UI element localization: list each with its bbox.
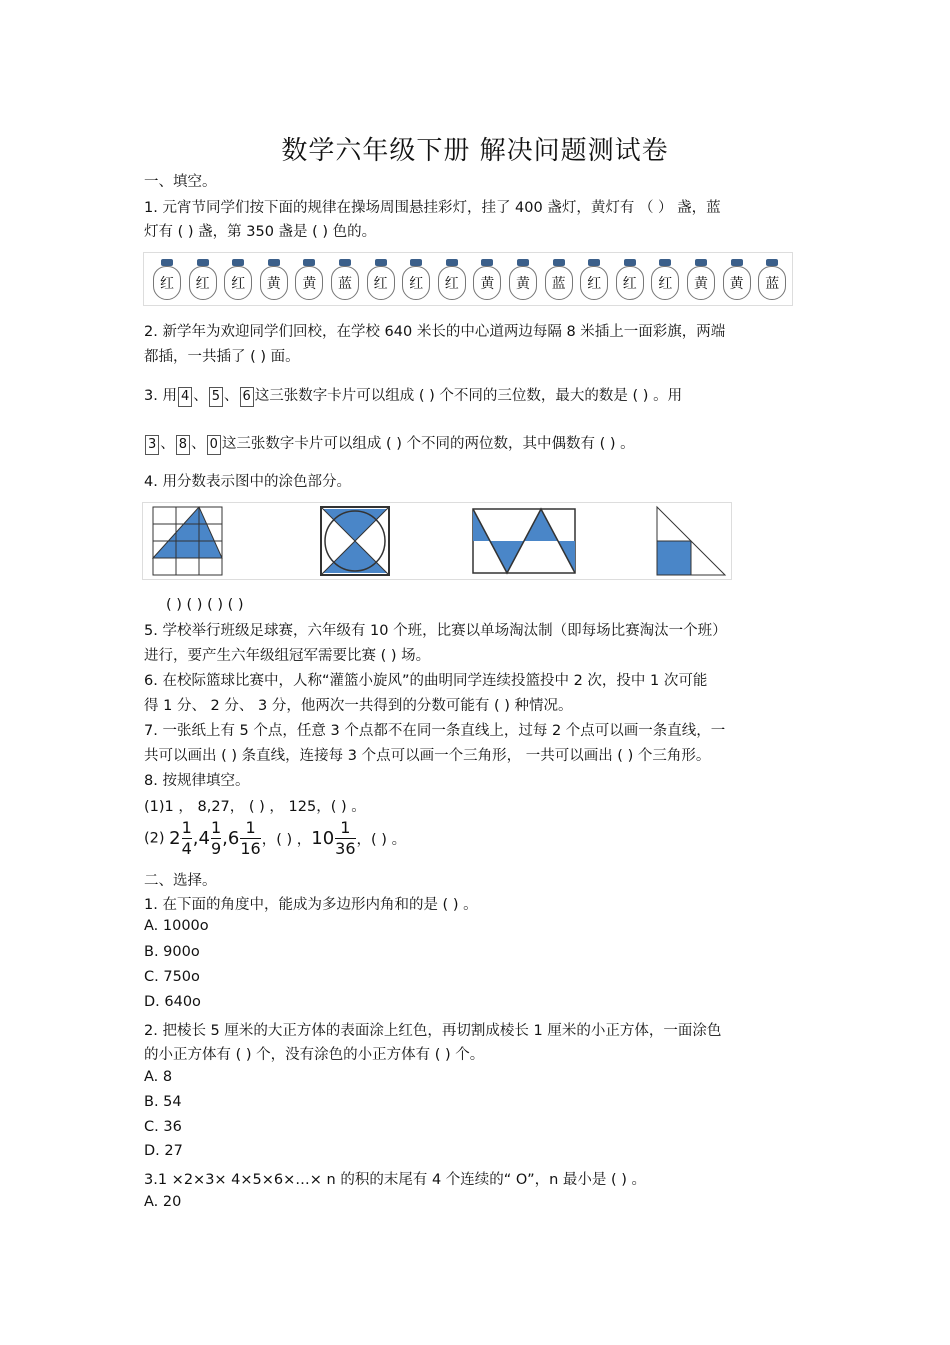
q8-sub2-label: (2) xyxy=(144,830,165,847)
lantern-cap xyxy=(446,259,458,266)
lantern-icon xyxy=(366,259,396,301)
q8-sub1: (1)1 ， 8,27， ( ) ， 125，( ) 。 xyxy=(144,799,366,815)
q6-line1: 6. 在校际篮球比赛中，人称“灌篮小旋风”的曲明同学连续投篮投中 2 次，投中 1 次可能 xyxy=(144,673,708,689)
lantern-cap xyxy=(303,259,315,266)
digit-card: 6 xyxy=(240,387,254,407)
lantern-icon xyxy=(508,259,538,301)
lantern-label: 红 xyxy=(409,276,424,292)
q1-line2: 灯有 ( ) 盏，第 350 盏是 ( ) 色的。 xyxy=(144,224,377,240)
separator: 、 xyxy=(193,388,208,404)
lantern-label: 黄 xyxy=(480,276,495,292)
lantern-label: 红 xyxy=(195,276,210,292)
lantern-icon xyxy=(223,259,253,301)
q7-line1: 7. 一张纸上有 5 个点，任意 3 个点都不在同一条直线上，过每 2 个点可以画一条直线，一 xyxy=(144,723,726,739)
q8-sub2 xyxy=(144,818,406,859)
numerator: 1 xyxy=(210,818,222,837)
figure-zigzag xyxy=(473,509,575,573)
lantern-icon xyxy=(437,259,467,301)
q6-line2: 得 1 分、 2 分、 3 分，他两次一共得到的分数可能有 ( ) 种情况。 xyxy=(144,698,573,714)
lantern-icon xyxy=(259,259,289,301)
numerator: 1 xyxy=(240,818,260,839)
lantern-icon xyxy=(472,259,502,301)
lantern-cap xyxy=(517,259,529,266)
lantern-label: 红 xyxy=(160,276,174,292)
lantern-icon xyxy=(722,259,752,301)
lantern-cap xyxy=(588,259,600,266)
digit-card: 4 xyxy=(178,387,192,407)
q5-line2: 进行，要产生六年级组冠军需要比赛 ( ) 场。 xyxy=(144,648,431,664)
numerator: 1 xyxy=(335,818,355,839)
c2-option-c: C. 36 xyxy=(144,1119,182,1135)
c3-option-a: A. 20 xyxy=(144,1194,182,1210)
q2-line2: 都插，一共插了 ( ) 面。 xyxy=(144,349,300,365)
lantern-icon xyxy=(152,259,182,301)
lantern-icon xyxy=(650,259,680,301)
digit-card: 8 xyxy=(176,435,190,455)
lantern-cap xyxy=(197,259,209,266)
c1-option-b: B. 900o xyxy=(144,944,200,960)
lantern-cap xyxy=(731,259,743,266)
lantern-label: 红 xyxy=(444,276,459,292)
q1-line1: 1. 元宵节同学们按下面的规律在操场周围悬挂彩灯，挂了 400 盏灯，黄灯有 （ ） 盏，蓝 xyxy=(144,200,721,216)
digit-card: 3 xyxy=(145,435,159,455)
separator: 、 xyxy=(224,388,239,404)
c2-option-a: A. 8 xyxy=(144,1069,173,1085)
lantern-icon xyxy=(579,259,609,301)
c2-option-d: D. 27 xyxy=(144,1143,183,1159)
q3-text1: 这三张数字卡片可以组成 ( ) 个不同的三位数，最大的数是 ( ) 。用 xyxy=(254,388,683,404)
fraction xyxy=(182,818,192,859)
q4-line: 4. 用分数表示图中的涂色部分。 xyxy=(144,474,351,490)
lantern-icon xyxy=(615,259,645,301)
c2-option-b: B. 54 xyxy=(144,1094,182,1110)
q3-line1 xyxy=(144,384,682,407)
page-title: 数学六年级下册 解决问题测试卷 xyxy=(281,136,669,166)
lantern-cap xyxy=(695,259,707,266)
mixed-whole: ,6 xyxy=(222,828,240,849)
lantern-label: 红 xyxy=(373,276,388,292)
q4-answer-blanks: ( ) ( ) ( ) ( ) xyxy=(166,597,244,613)
denominator: 4 xyxy=(181,839,192,858)
lantern-label: 红 xyxy=(587,276,602,292)
c1-option-a: A. 1000o xyxy=(144,918,209,934)
digit-card: 5 xyxy=(209,387,223,407)
lantern-label: 红 xyxy=(658,276,673,292)
fraction xyxy=(211,818,221,859)
digit-card: 0 xyxy=(207,435,221,455)
lantern-cap xyxy=(410,259,422,266)
section-choice-heading: 二、选择。 xyxy=(144,873,217,889)
fraction xyxy=(240,818,260,859)
q5-line1: 5. 学校举行班级足球赛，六年级有 10 个班，比赛以单场淘汰制（即每场比赛淘汰一个班） xyxy=(144,623,727,639)
mixed-whole: 2 xyxy=(169,828,181,849)
q8-line: 8. 按规律填空。 xyxy=(144,773,250,789)
lantern-icon xyxy=(294,259,324,301)
q2-line1: 2. 新学年为欢迎同学们回校，在学校 640 米长的中心道两边每隔 8 米插上一面彩旗，两端 xyxy=(144,324,726,340)
lantern-label: 黄 xyxy=(729,276,744,292)
lantern-cap xyxy=(339,259,351,266)
denominator: 9 xyxy=(210,839,222,858)
lantern-cap xyxy=(375,259,387,266)
lantern-cap xyxy=(553,259,565,266)
lantern-cap xyxy=(766,259,778,266)
lantern-label: 黄 xyxy=(516,276,530,292)
figure-circle-square xyxy=(321,507,389,575)
denominator: 16 xyxy=(240,839,261,858)
lantern-cap xyxy=(481,259,493,266)
q3-text2: 这三张数字卡片可以组成 ( ) 个不同的两位数，其中偶数有 ( ) 。 xyxy=(221,436,635,452)
c3-line: 3.1 ×2×3× 4×5×6×…× n 的积的末尾有 4 个连续的“ O”，n 最小是 ( ) 。 xyxy=(144,1172,647,1188)
mixed-whole: ,4 xyxy=(192,828,210,849)
lantern-icon xyxy=(544,259,574,301)
lantern-cap xyxy=(161,259,173,266)
shaded-figures xyxy=(142,502,732,580)
mixed-whole: 10 xyxy=(311,828,335,849)
lantern-label: 黄 xyxy=(302,276,317,292)
c1-option-d: D. 640o xyxy=(144,994,201,1010)
q8-sub2-mid: ，( ) ， xyxy=(261,832,312,848)
section-fill-heading: 一、填空。 xyxy=(144,174,217,190)
c2-line1: 2. 把棱长 5 厘米的大正方体的表面涂上红色，再切割成棱长 1 厘米的小正方体，一面涂色 xyxy=(144,1023,722,1039)
lantern-label: 蓝 xyxy=(338,276,352,292)
separator: 、 xyxy=(160,436,175,452)
lantern-row xyxy=(143,252,793,306)
lantern-label: 红 xyxy=(622,276,637,292)
c1-line: 1. 在下面的角度中，能成为多边形内角和的是 ( ) 。 xyxy=(144,897,478,913)
lantern-icon xyxy=(757,259,787,301)
lantern-cap xyxy=(624,259,636,266)
q3-prefix: 3. 用 xyxy=(144,388,177,404)
figures-svg xyxy=(143,503,731,579)
q7-line2: 共可以画出 ( ) 条直线，连接每 3 个点可以画一个三角形， 一共可以画出 ( ) 个三角形。 xyxy=(144,748,711,764)
lantern-cap xyxy=(268,259,280,266)
lantern-label: 黄 xyxy=(266,276,281,292)
fraction xyxy=(335,818,355,859)
lantern-icon xyxy=(330,259,360,301)
c2-line2: 的小正方体有 ( ) 个，没有涂色的小正方体有 ( ) 个。 xyxy=(144,1047,485,1063)
lantern-icon xyxy=(188,259,218,301)
lantern-label: 蓝 xyxy=(765,276,780,292)
lantern-label: 黄 xyxy=(694,276,708,292)
separator: 、 xyxy=(191,436,206,452)
q8-sub2-end: ，( ) 。 xyxy=(356,832,407,848)
denominator: 36 xyxy=(335,839,356,858)
lantern-icon xyxy=(686,259,716,301)
lantern-label: 红 xyxy=(231,276,246,292)
numerator: 1 xyxy=(181,818,192,837)
lantern-label: 蓝 xyxy=(551,276,566,292)
figure-grid-triangle xyxy=(153,507,222,575)
q3-line2 xyxy=(144,432,635,455)
c1-option-c: C. 750o xyxy=(144,969,200,985)
lantern-cap xyxy=(659,259,671,266)
figure-right-triangle xyxy=(657,507,725,575)
lantern-cap xyxy=(232,259,244,266)
lantern-icon xyxy=(401,259,431,301)
